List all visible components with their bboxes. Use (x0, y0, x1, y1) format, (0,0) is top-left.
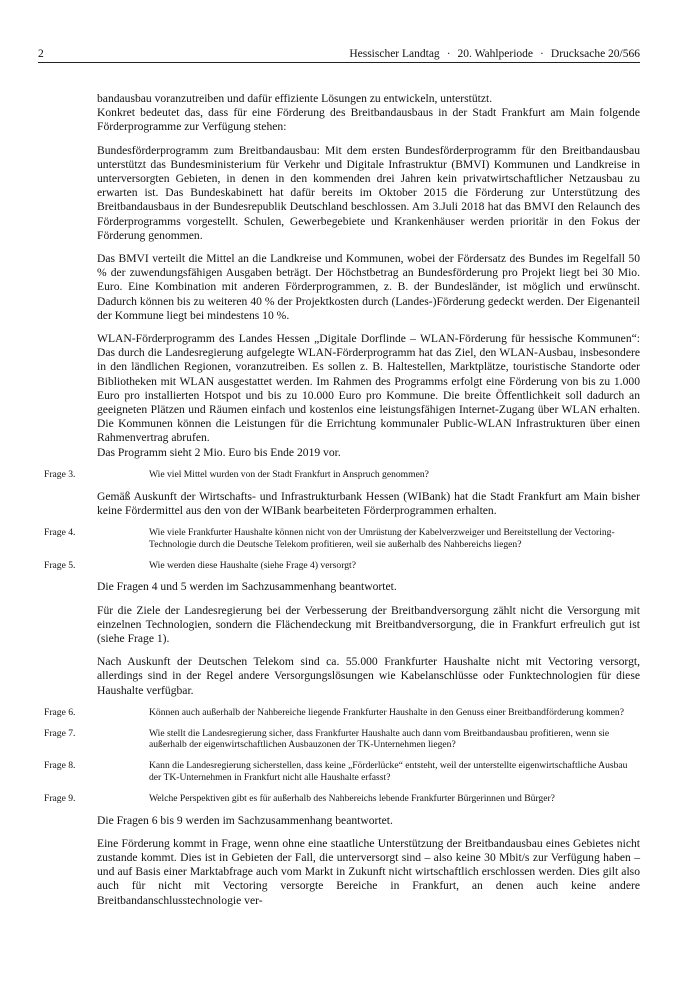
question-label: Frage 8. (44, 760, 76, 772)
paragraph: bandausbau voranzutreiben und dafür effiziente Lösungen zu entwickeln, unterstützt. (97, 92, 493, 105)
question-text: Welche Perspektiven gibt es für außerhalb des Nahbereichs lebende Frankfurter Bürgerinnen und Bürger? (149, 792, 555, 804)
answer-paragraph: Die Fragen 6 bis 9 werden im Sachzusammenhang beantwortet. (97, 813, 393, 827)
header-meta (349, 46, 640, 62)
question-5 (44, 559, 640, 572)
answer-paragraph: Gemäß Auskunft der Wirtschafts- und Infrastrukturbank Hessen (WIBank) hat die Stadt Frankfurt am Main bisher keine Fördermittel aus den von der WIBank bearbeiteten Förderprogrammen erhalten. (97, 489, 640, 517)
answer-paragraph: Nach Auskunft der Deutschen Telekom sind ca. 55.000 Frankfurter Haushalte nicht mit Vectoring versorgt, allerdings sind in der Regel andere Versorgungslösungen wie Kabelanschlüsse oder Funktechnologien für diese Haushalte verfügbar. (97, 655, 640, 697)
answer-paragraph: Die Fragen 4 und 5 werden im Sachzusammenhang beantwortet. (97, 580, 397, 594)
question-text: Können auch außerhalb der Nahbereiche liegende Frankfurter Haushalte in den Genuss einer Breitbandförderung kommen? (149, 706, 624, 718)
question-label: Frage 3. (44, 468, 76, 480)
question-text: Wie stellt die Landesregierung sicher, dass Frankfurter Haushalte auch dann vom Breitbandausbau profitieren, wenn sie außerhalb der eigenwirtschaftlichen Ausbauzonen der TK-Unternehmen liegen? (149, 727, 610, 751)
question-text: Kann die Landesregierung sicherstellen, dass keine „Förderlücke“ entsteht, weil der unterstellte eigenwirtschaftliche Ausbau der TK-Unternehmen in Frankfurt nicht alle Haushalte erfasst? (149, 760, 628, 784)
question-3 (44, 468, 640, 481)
paragraph: Das Programm sieht 2 Mio. Euro bis Ende 2019 vor. (97, 445, 341, 459)
question-9 (44, 792, 640, 805)
header-separator: · (540, 48, 544, 60)
answer-paragraph: Für die Ziele der Landesregierung bei der Verbesserung der Breitbandversorgung zählt nicht die Versorgung mit einzelnen Technologien, sondern die Flächendeckung mit Breitbandversorgung, die in Frankfurt erfreulich gut ist (siehe Frage 1). (97, 603, 640, 646)
document-number: Drucksache 20/566 (550, 48, 640, 60)
question-label: Frage 6. (44, 706, 76, 718)
header-rule (38, 62, 640, 63)
question-label: Frage 5. (44, 559, 76, 571)
question-label: Frage 9. (44, 792, 76, 804)
question-text: Wie werden diese Haushalte (siehe Frage 4) versorgt? (149, 559, 356, 571)
parliament-name: Hessischer Landtag (349, 48, 440, 60)
page-number: 2 (38, 48, 44, 60)
paragraph: Bundesförderprogramm zum Breitbandausbau: Mit dem ersten Bundesförderprogramm für den Breitbandausbau unterstützt das Bundesministerium für Verkehr und Digitale Infrastruktur (BMVI) Kommunen und Landkreise in unterversorgten Gebieten, in denen in den kommenden drei Jahren kein privatwirtschaftlicher Netzausbau zu erwarten ist. Das Bundeskabinett hat dafür bereits im Oktober 2015 die Förderung zur Unterstützung des Breitbandausbaus in der Bundesrepublik Deutschland beschlossen. Am 3.Juli 2018 hat das BMVI den Relaunch des Förderprogramms vorgestellt. Schulen, Gewerbegebiete und Krankenhäuser werden prioritär in den Fokus der Förderung genommen. (97, 143, 640, 242)
paragraph: Das BMVI verteilt die Mittel an die Landkreise und Kommunen, wobei der Fördersatz des Bundes im Regelfall 50 % der zuwendungsfähigen Ausgaben beträgt. Der Höchstbetrag an Bundesförderung pro Projekt liegt bei 30 Mio. Euro. Eine Kombination mit anderen Förderprogrammen, z. B. der Bundesländer, ist möglich und erwünscht. Dadurch können bis zu weiteren 40 % der Projektkosten durch (Landes-)Förderung gedeckt werden. Der Eigenanteil der Kommune liegt bei mindestens 10 %. (97, 252, 640, 322)
paragraph: WLAN-Förderprogramm des Landes Hessen „Digitale Dorflinde – WLAN-Förderung für hessische Kommunen“: Das durch die Landesregierung aufgelegte WLAN-Förderprogramm hat das Ziel, den WLAN-Ausbau, insbesondere in den ländlichen Regionen, voranzutreiben. Es sollen z. B. Haltestellen, Marktplätze, touristische Standorte oder Bibliotheken mit WLAN ausgestattet werden. Im Rahmen des Programms erfolgt eine Förderung von bis zu 1.000 Euro pro installierten Hotspot und bis zu 10.000 Euro pro Kommune. Die breite Öffentlichkeit soll dadurch an geeigneten Plätzen und Räumen einfach und kostenlos eine leistungsfähigen Internet-Zugang über WLAN erhalten. Die Kommunen können die Leistungen für die Errichtung kommunaler Public-WLAN Infrastrukturen über einen Rahmenvertrag abrufen. (97, 332, 640, 445)
question-label: Frage 4. (44, 527, 76, 539)
question-4 (44, 527, 640, 551)
question-8 (44, 760, 640, 784)
answer-paragraph: Eine Förderung kommt in Frage, wenn ohne eine staatliche Unterstützung der Breitbandausbau eines Gebietes nicht zustande kommt. Dies ist in Gebieten der Fall, die unterversorgt sind – also keine 30 Mbit/s zur Verfügung haben – und auf Basis einer Marktabfrage auch vom Markt in Zukunft nicht wirtschaftlich erschlossen werden. Dies gilt also auch für nicht mit Vectoring versorgte Bereiche in Frankfurt, an denen auch keine andere Breitbandanschlusstechnologie ver- (97, 836, 640, 907)
question-text: Wie viel Mittel wurden von der Stadt Frankfurt in Anspruch genommen? (149, 468, 429, 480)
page-header (38, 46, 640, 62)
question-label: Frage 7. (44, 727, 76, 739)
document-body (44, 92, 640, 908)
header-separator: · (446, 48, 451, 60)
question-6 (44, 706, 640, 719)
question-text: Wie viele Frankfurter Haushalte können nicht von der Umrüstung der Kabelverzweiger und Bereitstellung der Vectoring-Technologie durch die Deutsche Telekom profitieren, weil sie außerhalb des Nahbereichs liegen? (149, 527, 615, 550)
question-7 (44, 727, 640, 752)
electoral-period: 20. Wahlperiode (457, 48, 534, 60)
paragraph: Konkret bedeutet das, dass für eine Förderung des Breitbandausbaus in der Stadt Frankfurt am Main folgende Förderprogramme zur Verfügung stehen: (97, 106, 640, 134)
